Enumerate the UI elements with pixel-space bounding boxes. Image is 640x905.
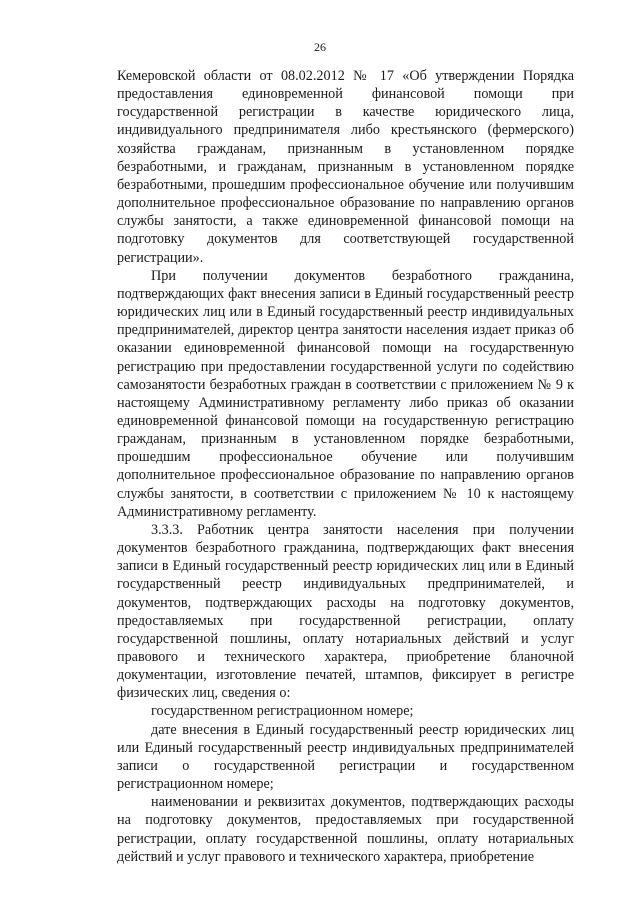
list-item-entry-date: дате внесения в Единый государственный реестр юридических лиц или Единый государственный реестр индивидуальных предпринимателей записи о государственной регистрации и государственном регистрационном номере; bbox=[117, 721, 574, 793]
paragraph-order-issuance: При получении документов безработного гражданина, подтверждающих факт внесения записи в Единый государственный реестр юридических лиц или в Единый государственный реестр индивидуальных предпринимателей, директор центра занятости населения издает приказ об оказании единовременной финансовой помощи на государственную регистрацию при предоставлении государственной услуги по содействию самозанятости безработных граждан в соответствии с приложением № 9 к настоящему Административному регламенту либо приказ об оказании единовременной финансовой помощи на государственную регистрацию гражданам, признанным в установленном порядке безработными, прошедшим профессиональное обучение или получившим дополнительное профессиональное образование по направлению органов службы занятости, в соответствии с приложением № 10 к настоящему Административному регламенту. bbox=[117, 267, 574, 520]
paragraph-continuation: Кемеровской области от 08.02.2012 № 17 «Об утверждении Порядка предоставления единовременной финансовой помощи при государственной регистрации в качестве юридического лица, индивидуального предпринимателя либо крестьянского (фермерского) хозяйства гражданам, признанным в установленном порядке безработными, и гражданам, признанным в установленном порядке безработными, прошедшим профессиональное обучение или получившим дополнительное профессиональное образование по направлению органов службы занятости, а также единовременной финансовой помощи на подготовку документов для соответствующей государственной регистрации». bbox=[117, 68, 574, 266]
paragraph-3-3-3: 3.3.3. Работник центра занятости населения при получении документов безработного гражданина, подтверждающих факт внесения записи в Единый государственный реестр юридических лиц или в Единый государственный реестр индивидуальных предпринимателей, и документов, подтверждающих расходы на подготовку документов, предоставляемых при государственной регистрации, оплату государственной пошлины, оплату нотариальных действий и услуг правового и технического характера, приобретение бланочной документации, изготовление печатей, штампов, фиксирует в регистре физических лиц, сведения о: bbox=[117, 521, 574, 702]
page-number: 26 bbox=[314, 40, 326, 54]
list-item-registration-number: государственном регистрационном номере; bbox=[151, 703, 414, 720]
document-body bbox=[117, 67, 574, 866]
list-item-document-details: наименовании и реквизитах документов, подтверждающих расходы на подготовку документов, предоставляемых при государственной регистрации, оплату государственной пошлины, оплату нотариальных действий и услуг правового и технического характера, приобретение bbox=[117, 794, 574, 865]
